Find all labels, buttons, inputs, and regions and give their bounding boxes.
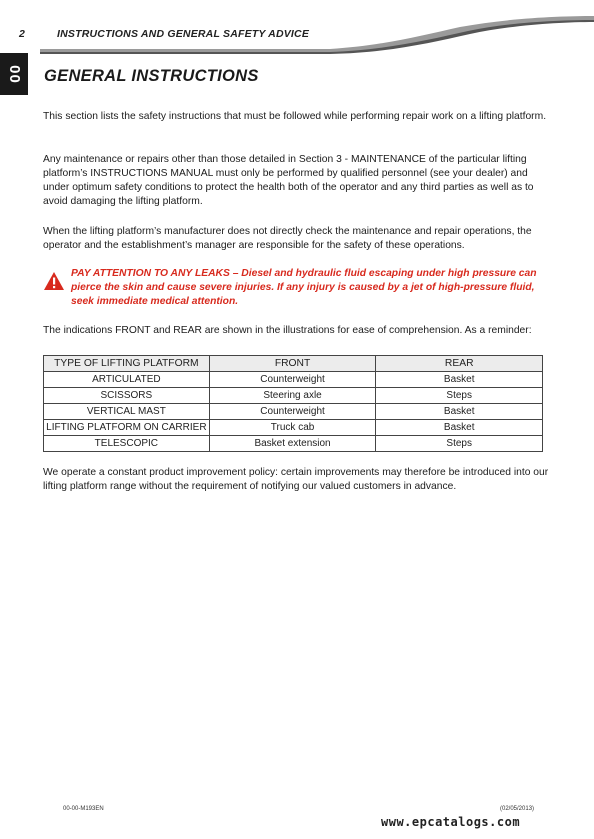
page-title: GENERAL INSTRUCTIONS xyxy=(44,67,259,85)
paragraph-improvement-policy: We operate a constant product improvement policy: certain improvements may therefore be introduced into our lifting platform range without the requirement of notifying our valued customers in advance. xyxy=(43,467,549,492)
warning-triangle-icon xyxy=(43,271,65,291)
table-row xyxy=(44,436,543,452)
table-cell-front: Counterweight xyxy=(209,404,376,420)
table-cell-type: VERTICAL MAST xyxy=(44,404,210,420)
paragraph-intro: This section lists the safety instructions that must be followed while performing repair work on a lifting platform. xyxy=(43,111,547,122)
table-cell-rear: Basket xyxy=(376,404,543,420)
table-cell-type: ARTICULATED xyxy=(44,372,210,388)
table-cell-front: Basket extension xyxy=(209,436,376,452)
table-cell-front: Counterweight xyxy=(209,372,376,388)
paragraph-front-rear: The indications FRONT and REAR are shown in the illustrations for ease of comprehension. As a reminder: xyxy=(43,325,532,336)
table-header-row xyxy=(44,356,543,372)
table-header-type: TYPE OF LIFTING PLATFORM xyxy=(44,356,210,372)
paragraph-maintenance: Any maintenance or repairs other than those detailed in Section 3 - MAINTENANCE of the particular lifting platform’s INSTRUCTIONS MANUAL must only be performed by qualified personnel (see your dealer) and under optimum safety conditions to protect the health both of the operator and any third parties as well as to avoid damaging the lifting platform. xyxy=(43,154,534,207)
table-cell-type: TELESCOPIC xyxy=(44,436,210,452)
table-cell-rear: Basket xyxy=(376,372,543,388)
table-cell-rear: Steps xyxy=(376,436,543,452)
table-row xyxy=(44,420,543,436)
footer-date: (02/05/2013) xyxy=(500,806,535,812)
table-header-rear: REAR xyxy=(376,356,543,372)
watermark-text: www.epcatalogs.com xyxy=(381,815,521,829)
table-row xyxy=(44,372,543,388)
table-row xyxy=(44,404,543,420)
table-cell-rear: Basket xyxy=(376,420,543,436)
table-row xyxy=(44,388,543,404)
table-cell-type: LIFTING PLATFORM ON CARRIER xyxy=(44,420,210,436)
header-section-title: INSTRUCTIONS AND GENERAL SAFETY ADVICE xyxy=(57,28,310,40)
page-number: 2 xyxy=(19,28,25,40)
section-tab xyxy=(0,53,28,95)
table-cell-front: Truck cab xyxy=(209,420,376,436)
table-header-front: FRONT xyxy=(209,356,376,372)
table-cell-type: SCISSORS xyxy=(44,388,210,404)
paragraph-responsibility: When the lifting platform’s manufacturer does not directly check the maintenance and repair operations, the operator and the establishment’s manager are responsible for the safety of these operations. xyxy=(43,226,532,251)
front-rear-table xyxy=(43,355,543,452)
footer-doc-code: 00-00-M193EN xyxy=(63,806,104,812)
table-cell-front: Steering axle xyxy=(209,388,376,404)
table-cell-rear: Steps xyxy=(376,388,543,404)
warning-text: PAY ATTENTION TO ANY LEAKS – Diesel and hydraulic fluid escaping under high pressure can pierce the skin and cause severe injuries. If any injury is caused by a jet of high-pressure fluid, seek immediate medical attention. xyxy=(71,268,537,307)
section-tab-label: 00 xyxy=(5,64,23,84)
